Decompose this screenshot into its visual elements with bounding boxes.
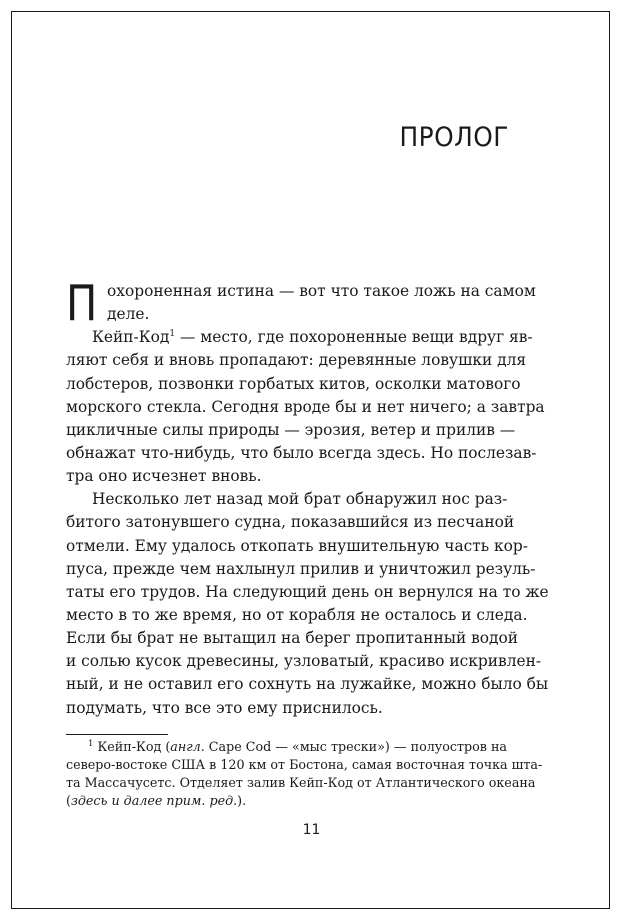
footnote-line: та Массачусетс. Отделяет залив Кейп-Код от Атлантического океана: [66, 775, 536, 790]
footnote-line: [66, 792, 507, 810]
paragraph-3: [66, 488, 549, 719]
cape-cod-term: Кейп-Код: [92, 328, 170, 347]
footnote-mark: 1: [169, 329, 176, 340]
text-line: отмели. Ему удалось откопать внушительную часть кор-: [66, 536, 528, 555]
footnote-fragment: (: [66, 793, 71, 808]
text-line: и солью кусок древесины, узловатый, красиво искривлен-: [66, 652, 542, 671]
page-number: 11: [302, 822, 321, 838]
text-line: морского стекла. Сегодня вроде бы и нет ничего; а завтра: [66, 397, 545, 416]
text-fragment: — место, где похороненные вещи вдруг яв-: [175, 328, 533, 347]
footnote-fragment: ).: [237, 793, 247, 808]
text-line: битого затонувшего судна, показавшийся из песчаной: [66, 513, 515, 532]
paragraph-1: [66, 275, 536, 332]
footnote-fragment: Кейп-Код (: [93, 739, 171, 754]
text-line: охороненная истина — вот что такое ложь на самом: [107, 282, 536, 300]
text-line: деле.: [107, 305, 150, 324]
text-line: тра оно исчезнет вновь.: [66, 467, 262, 486]
chapter-title: ПРОЛОГ: [399, 122, 509, 153]
body-text: [66, 275, 549, 720]
footnote-rule: [66, 734, 168, 735]
text-line: место в то же время, но от корабля не осталось и следа.: [66, 605, 528, 624]
text-line: лобстеров, позвонки горбатых китов, осколки матового: [66, 374, 521, 393]
drop-cap: П: [66, 275, 98, 332]
text-line: ный, и не оставил его сохнуть на лужайке, можно было бы: [66, 675, 549, 694]
text-line: таты его трудов. На следующий день он вернулся на то же: [66, 582, 549, 601]
text-line: ляют себя и вновь пропадают: деревянные ловушки для: [66, 351, 527, 370]
footnote-line: [66, 738, 507, 756]
footnote-line: северо-востоке США в 120 км от Бостона, самая восточная точка шта-: [66, 757, 543, 772]
text-line: пуса, прежде чем нахлынул прилив и уничтожил резуль-: [66, 559, 536, 578]
text-line: обнажат что-нибудь, что было всегда здесь. Но послезав-: [66, 443, 537, 462]
footnote-number: 1: [88, 739, 94, 749]
text-line: Несколько лет назад мой брат обнаружил нос раз-: [92, 490, 508, 509]
footnote-italic: здесь и далее прим. ред.: [70, 793, 238, 808]
footnote-fragment: Cape Cod — «мыс трески») — полуостров на: [204, 739, 507, 754]
footnote: [66, 738, 543, 810]
text-line: [66, 326, 533, 349]
footnote-italic: англ.: [170, 739, 205, 754]
paragraph-2: [66, 326, 545, 488]
text-line: подумать, что все это ему приснилось.: [66, 698, 383, 717]
text-line: цикличные силы природы — эрозия, ветер и прилив —: [66, 420, 516, 439]
text-line: Если бы брат не вытащил на берег пропитанный водой: [66, 629, 519, 648]
